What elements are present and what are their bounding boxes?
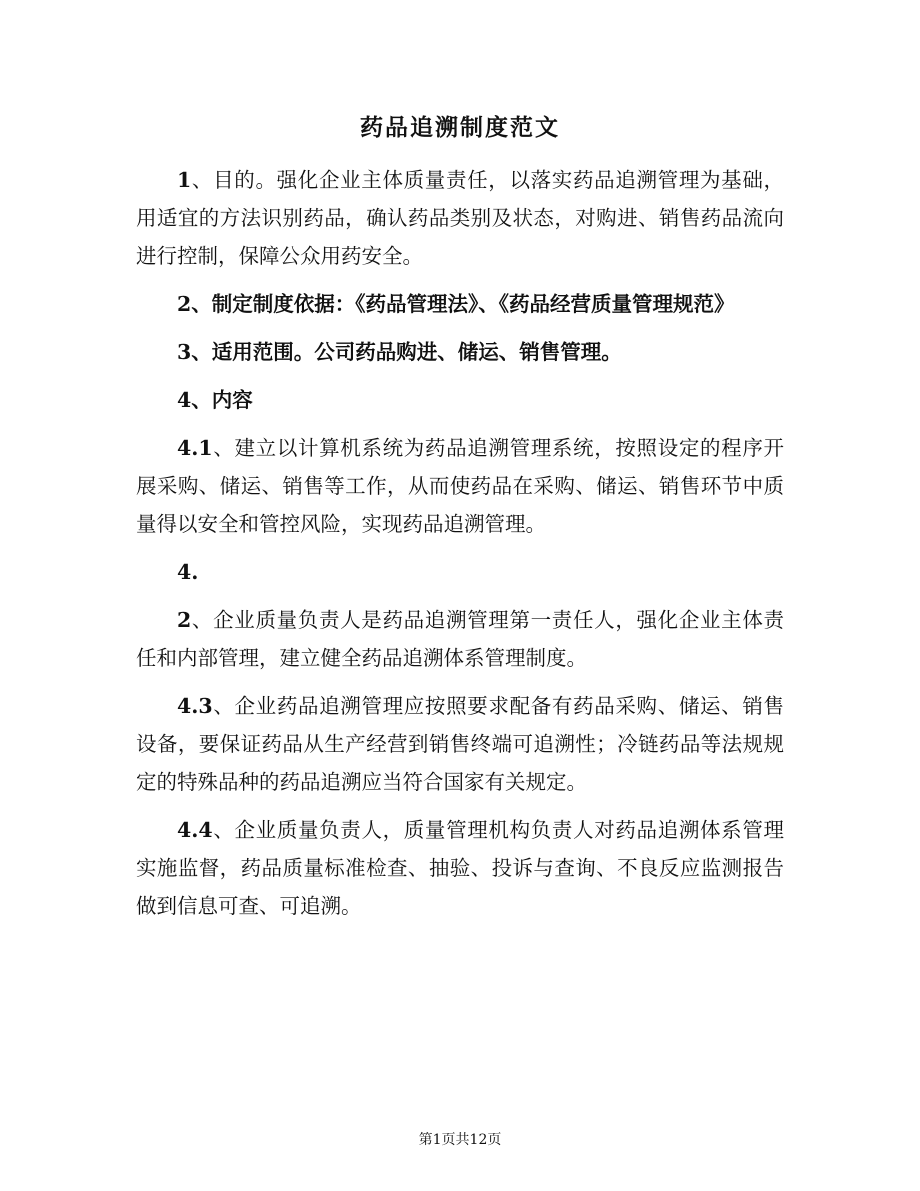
paragraph-number: 4 bbox=[177, 388, 192, 412]
paragraph-text: 、建立以计算机系统为药品追溯管理系统，按照设定的程序开展采购、储运、销售等工作，从而使药品在采购、储运、销售环节中质量得以安全和管控风险，实现药品追溯管理。 bbox=[136, 436, 784, 536]
paragraph-number: 4. bbox=[177, 560, 199, 584]
paragraph-text: 、目的。强化企业主体质量责任，以落实药品追溯管理为基础，用适宜的方法识别药品，确认药品类别及状态，对购进、销售药品流向进行控制，保障公众用药安全。 bbox=[136, 168, 784, 268]
paragraph-number: 1 bbox=[177, 168, 192, 192]
document-body bbox=[136, 161, 784, 935]
paragraph-text: 、企业质量负责人是药品追溯管理第一责任人，强化企业主体责任和内部管理，建立健全药品追溯体系管理制度。 bbox=[136, 608, 784, 670]
document-title: 药品追溯制度范文 bbox=[360, 114, 560, 141]
paragraph-4-fragment bbox=[136, 553, 784, 591]
paragraph-number: 3 bbox=[177, 340, 192, 364]
page-number-footer: 第1页共12页 bbox=[418, 1132, 502, 1148]
paragraph-text: 、适用范围。公司药品购进、储运、销售管理。 bbox=[191, 340, 622, 364]
paragraph-content-heading bbox=[136, 381, 784, 419]
paragraph-text: 、企业质量负责人，质量管理机构负责人对药品追溯体系管理实施监督，药品质量标准检查、抽验、投诉与查询、不良反应监测报告做到信息可查、可追溯。 bbox=[136, 818, 784, 918]
paragraph-text: 、企业药品追溯管理应按照要求配备有药品采购、储运、销售设备，要保证药品从生产经营到销售终端可追溯性；冷链药品等法规规定的特殊品种的药品追溯应当符合国家有关规定。 bbox=[136, 694, 784, 794]
paragraph-number: 2 bbox=[177, 292, 192, 316]
paragraph-number: 4.3 bbox=[177, 694, 213, 718]
paragraph-number: 4.4 bbox=[177, 818, 213, 842]
paragraph-number: 2 bbox=[177, 608, 192, 632]
paragraph-text: 、内容 bbox=[191, 388, 253, 412]
paragraph-4-2 bbox=[136, 601, 784, 677]
paragraph-4-3 bbox=[136, 687, 784, 801]
paragraph-number: 4.1 bbox=[177, 436, 213, 460]
paragraph-text: 、制定制度依据：《药品管理法》、《药品经营质量管理规范》 bbox=[191, 292, 735, 316]
paragraph-basis bbox=[136, 285, 784, 323]
paragraph-purpose bbox=[136, 161, 784, 275]
paragraph-4-1 bbox=[136, 429, 784, 543]
paragraph-scope bbox=[136, 333, 784, 371]
paragraph-4-4 bbox=[136, 811, 784, 925]
